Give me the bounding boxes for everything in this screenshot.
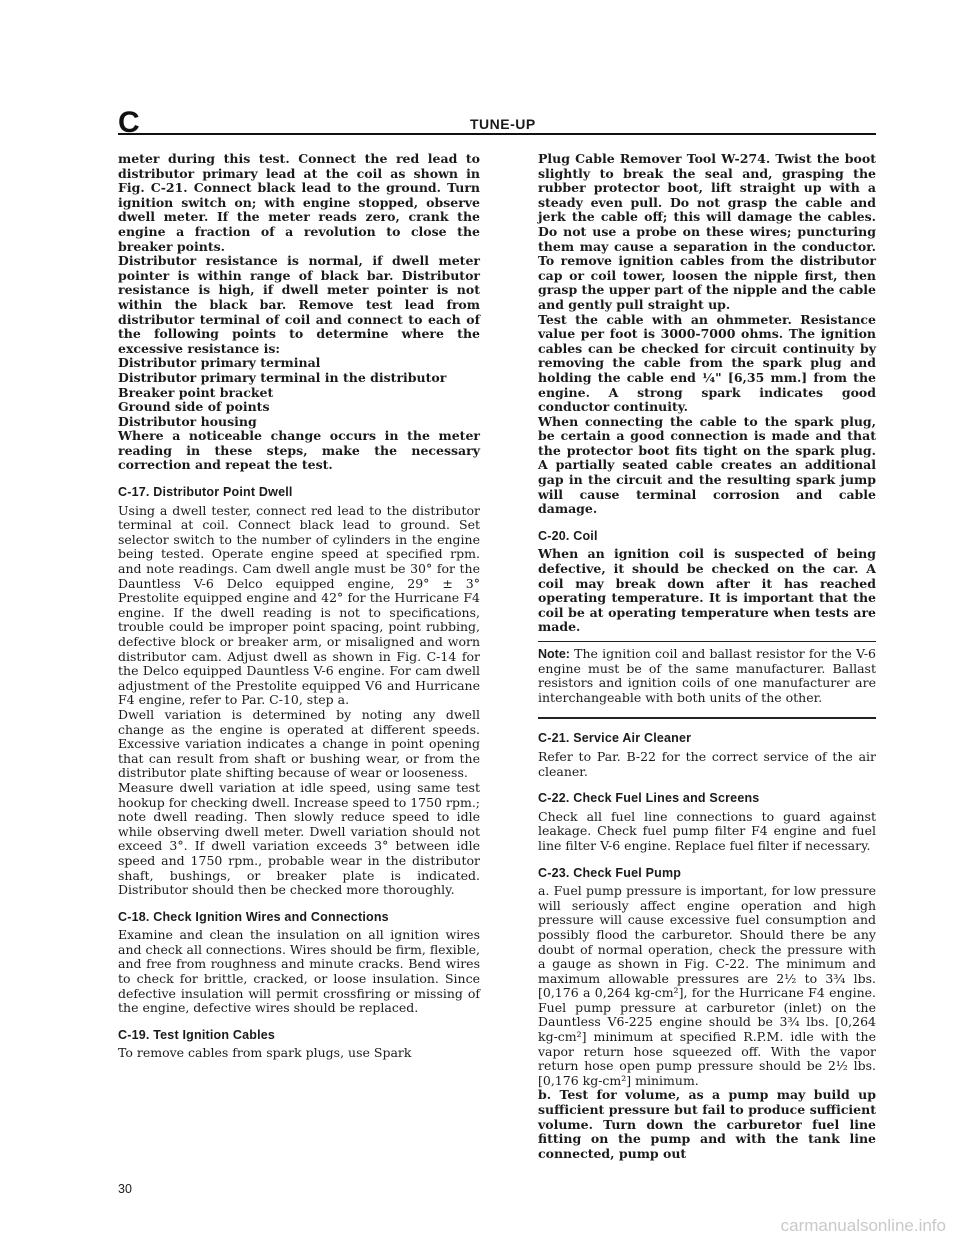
c17-paragraph-1: Using a dwell tester, connect red lead to the distributor terminal at coil. Connect black lead to ground. Set selector switch to the number of cylinders in the engine being tested. Operate engine speed at specified rpm. and note readings. Cam dwell angle must be 30° for the Dauntless V-6 Delco equipped engine, 29° ± 3° Prestolite equipped engine and 42° for the Hurricane F4 engine. If the dwell reading is not to specifications, trouble could be improper point spacing, point rubbing, defective block or breaker arm, or misaligned and worn distributor cam. Adjust dwell as shown in Fig. C-14 for the Delco equipped Dauntless V-6 engine. For cam dwell adjustment of the Prestolite equipped V6 and Hurricane F4 engine, refer to Par. C-10, step a. xyxy=(118,502,480,708)
section-letter: C xyxy=(118,106,140,139)
note-label: Note: xyxy=(538,647,570,661)
section-heading-c17: C-17. Distributor Point Dwell xyxy=(118,485,293,500)
c19-paragraph-4: When connecting the cable to the spark plug, be certain a good connection is made and that the protector boot fits tight on the spark plug. A partially seated cable creates an additional gap in the circuit and the resulting spark jump will cause terminal corrosion and cable damage. xyxy=(538,413,876,517)
c23-step-b: b. Test for volume, as a pump may build up sufficient pressure but fail to produce sufficient volume. Turn down the carburetor fuel line fitting on the pump and with the tank line connected, pump out xyxy=(538,1087,876,1161)
c19-paragraph-1: To remove cables from spark plugs, use Spark xyxy=(118,1045,412,1061)
intro-paragraph-2: Distributor resistance is normal, if dwell meter pointer is within range of black bar. Distributor resistance is high, if dwell meter pointer is not within the black bar. Remove test lead from distributor terminal of coil and connect to each of the following points to determine where the excessive resistance is: xyxy=(118,253,480,356)
section-heading-c20: C-20. Coil xyxy=(538,528,598,543)
c22-paragraph-1: Check all fuel line connections to guard against leakage. Check fuel pump filter F4 engine and fuel line filter V-6 engine. Replace fuel filter if necessary. xyxy=(538,808,876,853)
intro-paragraph-3: Where a noticeable change occurs in the meter reading in these steps, make the necessary correction and repeat the test. xyxy=(118,428,480,473)
c23-step-a: a. Fuel pump pressure is important, for low pressure will seriously affect engine operation and high pressure will cause excessive fuel consumption and possibly flood the carburetor. Should there be any doubt of normal operation, check the pressure with a gauge as shown in Fig. C-22. The minimum and maximum allowable pressures are 2½ to 3¾ lbs. [0,176 a 0,264 kg-cm²], for the Hurricane F4 engine. Fuel pump pressure at carburetor (inlet) on the Dauntless V6-225 engine should be 3¾ lbs. [0,264 kg-cm²] minimum at specified R.P.M. idle with the vapor return hose squeezed off. With the vapor return hose open pump pressure should be 2½ lbs. [0,176 kg-cm²] minimum. xyxy=(538,883,876,1088)
section-heading-c22: C-22. Check Fuel Lines and Screens xyxy=(538,791,760,806)
c19-paragraph-2: Plug Cable Remover Tool W-274. Twist the boot slightly to break the seal and, grasping the rubber protector boot, lift straight up with a steady even pull. Do not grasp the cable and jerk the cable off; this will damage the cables. Do not use a probe on these wires; puncturing them may cause a separation in the conductor. To remove ignition cables from the distributor cap or coil tower, loosen the nipple first, then grasp the upper part of the nipple and the cable and gently pull straight up. xyxy=(538,151,876,312)
section-heading-c18: C-18. Check Ignition Wires and Connections xyxy=(118,909,389,924)
intro-paragraph-1: meter during this test. Connect the red lead to distributor primary lead at the coil as shown in Fig. C-21. Connect black lead to the ground. Turn ignition switch on; with engine stopped, observe dwell meter. If the meter reads zero, crank the engine a fraction of a revolution to close the breaker points. xyxy=(118,151,480,254)
right-column xyxy=(538,152,876,1161)
section-heading-c19: C-19. Test Ignition Cables xyxy=(118,1027,276,1042)
test-points-list xyxy=(118,356,480,429)
c18-paragraph-1: Examine and clean the insulation on all ignition wires and check all connections. Wires should be firm, flexible, and free from roughness and minute cracks. Bend wires to check for brittle, cracked, or loose insulation. Since defective insulation will permit crossfiring or missing of the engine, defective wires should be replaced. xyxy=(118,927,480,1016)
note-text: The ignition coil and ballast resistor for the V-6 engine must be of the same manufacturer. Ballast resistors and ignition coils of one manufacturer are interchangeable with both units of the other. xyxy=(538,646,876,705)
list-item: Distributor housing xyxy=(118,413,257,429)
left-column xyxy=(118,152,480,1061)
c17-paragraph-2: Dwell variation is determined by noting any dwell change as the engine is operated at different speeds. Excessive variation indicates a change in point opening that can result from shaft or bushing wear, or from the distributor plate shifting because of wear or looseness. xyxy=(118,706,480,781)
note-box xyxy=(538,641,876,719)
watermark: carmanualsonline.info xyxy=(780,1216,946,1235)
header-rule xyxy=(118,133,876,135)
section-heading-c21: C-21. Service Air Cleaner xyxy=(538,731,692,746)
list-item: Ground side of points xyxy=(118,399,270,415)
c19-paragraph-3: Test the cable with an ohmmeter. Resistance value per foot is 3000-7000 ohms. The ignition cables can be checked for circuit continuity by removing the cable from the spark plug and holding the cable end ¼" [6,35 mm.] from the engine. A strong spark indicates good conductor continuity. xyxy=(538,311,876,415)
c20-paragraph-1: When an ignition coil is suspected of being defective, it should be checked on the car. A coil may break down after it has reached operating temperature. It is important that the coil be at operating temperature when tests are made. xyxy=(538,546,876,635)
c17-paragraph-3: Measure dwell variation at idle speed, using same test hookup for checking dwell. Increase speed to 1750 rpm.; note dwell reading. Then slowly reduce speed to idle while observing dwell meter. Dwell variation should not exceed 3°. If dwell variation exceeds 3° between idle speed and 1750 rpm., probable wear in the distributor shaft, bushings, or breaker plate is indicated. Distributor should then be checked more thoroughly. xyxy=(118,779,480,898)
list-item: Distributor primary terminal in the distributor xyxy=(118,369,447,385)
c21-paragraph-1: Refer to Par. B-22 for the correct service of the air cleaner. xyxy=(538,748,876,779)
section-heading-c23: C-23. Check Fuel Pump xyxy=(538,865,682,880)
page-number: 30 xyxy=(118,1182,132,1196)
list-item: Distributor primary terminal xyxy=(118,355,321,371)
list-item: Breaker point bracket xyxy=(118,384,274,400)
page-title: TUNE-UP xyxy=(470,116,536,132)
